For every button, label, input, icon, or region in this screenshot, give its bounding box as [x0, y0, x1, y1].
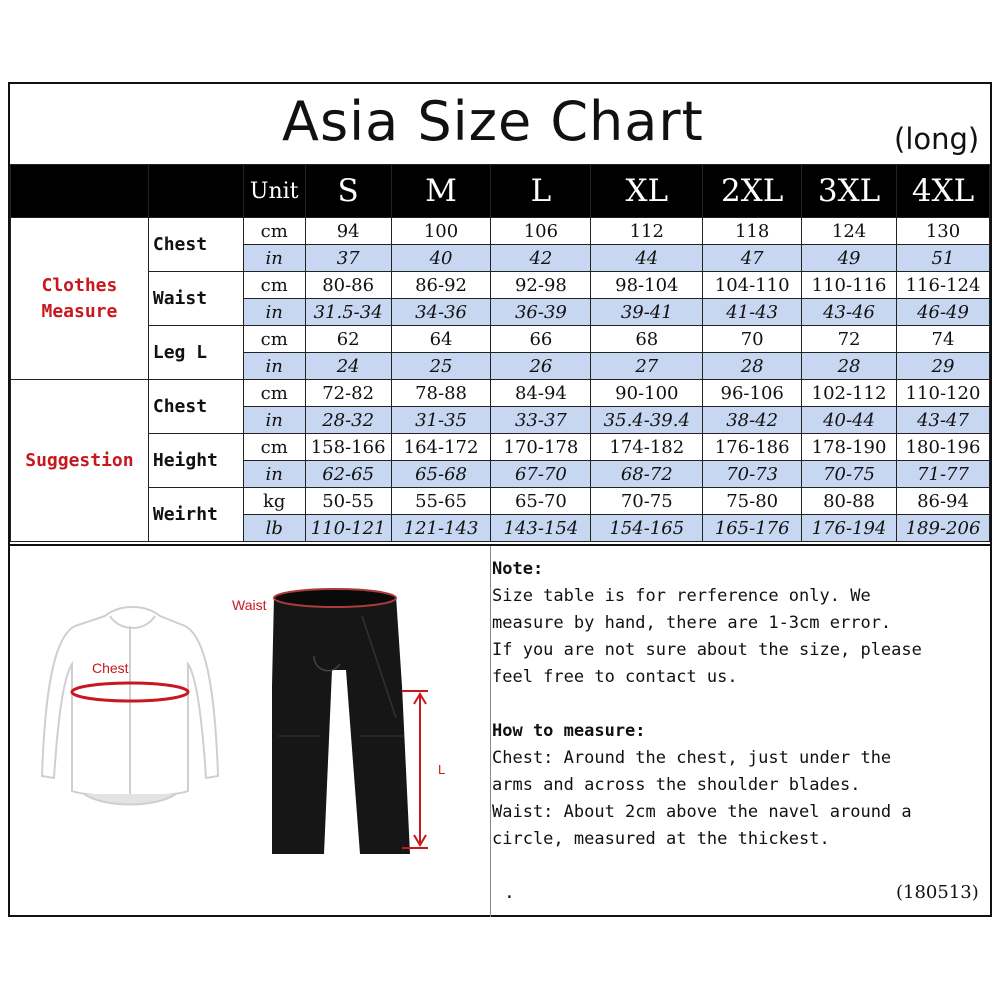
note-line: If you are not sure about the size, please: [492, 640, 922, 660]
table-cell: 68: [591, 326, 703, 353]
size-header: S: [305, 165, 391, 218]
chart-subtitle: (long): [894, 122, 980, 156]
table-cell: 106: [491, 218, 591, 245]
note-line: feel free to contact us.: [492, 667, 738, 687]
table-cell: 180-196: [897, 434, 990, 461]
table-cell: 80-86: [305, 272, 391, 299]
table-cell: 110-120: [897, 380, 990, 407]
table-cell: 28: [703, 353, 802, 380]
measure-label: Waist: [148, 272, 243, 326]
size-header: XL: [591, 165, 703, 218]
how-line: arms and across the shoulder blades.: [492, 775, 861, 795]
unit-cell: cm: [243, 326, 305, 353]
table-cell: 174-182: [591, 434, 703, 461]
unit-header: Unit: [243, 165, 305, 218]
table-cell: 121-143: [391, 515, 491, 542]
table-cell: 71-77: [897, 461, 990, 488]
table-cell: 55-65: [391, 488, 491, 515]
table-cell: 104-110: [703, 272, 802, 299]
table-cell: 41-43: [703, 299, 802, 326]
size-chart-sheet: [8, 82, 992, 917]
jacket-outline: [42, 607, 218, 805]
table-cell: 72: [802, 326, 897, 353]
table-cell: 49: [802, 245, 897, 272]
chart-title: Asia Size Chart: [282, 90, 704, 153]
table-cell: 74: [897, 326, 990, 353]
table-row: [11, 326, 990, 353]
table-cell: 40-44: [802, 407, 897, 434]
table-cell: 110-116: [802, 272, 897, 299]
leg-label: L: [438, 762, 446, 777]
size-header: L: [491, 165, 591, 218]
table-cell: 47: [703, 245, 802, 272]
lower-section: [10, 544, 990, 917]
table-cell: 40: [391, 245, 491, 272]
waist-label: Waist: [232, 597, 267, 613]
chest-label: Chest: [92, 660, 129, 676]
table-cell: 75-80: [703, 488, 802, 515]
unit-cell: cm: [243, 434, 305, 461]
table-cell: 33-37: [491, 407, 591, 434]
table-cell: 70-75: [802, 461, 897, 488]
table-cell: 46-49: [897, 299, 990, 326]
table-row: [11, 488, 990, 515]
header-row: [11, 165, 990, 218]
table-row: [11, 218, 990, 245]
group-label: Clothes Measure: [11, 218, 149, 380]
table-cell: 65-68: [391, 461, 491, 488]
table-cell: 50-55: [305, 488, 391, 515]
table-cell: 44: [591, 245, 703, 272]
table-cell: 118: [703, 218, 802, 245]
table-row: [11, 380, 990, 407]
table-cell: 112: [591, 218, 703, 245]
how-heading: How to measure:: [492, 721, 646, 741]
table-cell: 27: [591, 353, 703, 380]
table-cell: 43-47: [897, 407, 990, 434]
version-code: (180513): [896, 882, 979, 903]
table-cell: 28-32: [305, 407, 391, 434]
size-table: [10, 164, 990, 542]
measure-label: Leg L: [148, 326, 243, 380]
table-cell: 68-72: [591, 461, 703, 488]
table-cell: 189-206: [897, 515, 990, 542]
table-cell: 28: [802, 353, 897, 380]
table-cell: 78-88: [391, 380, 491, 407]
table-cell: 84-94: [491, 380, 591, 407]
table-cell: 176-186: [703, 434, 802, 461]
table-cell: 86-94: [897, 488, 990, 515]
table-cell: 170-178: [491, 434, 591, 461]
table-cell: 70-75: [591, 488, 703, 515]
table-cell: 25: [391, 353, 491, 380]
table-cell: 51: [897, 245, 990, 272]
size-header: 3XL: [802, 165, 897, 218]
table-cell: 92-98: [491, 272, 591, 299]
table-cell: 90-100: [591, 380, 703, 407]
table-cell: 62-65: [305, 461, 391, 488]
table-cell: 37: [305, 245, 391, 272]
table-cell: 165-176: [703, 515, 802, 542]
unit-cell: in: [243, 299, 305, 326]
how-line: circle, measured at the thickest.: [492, 829, 830, 849]
table-cell: 24: [305, 353, 391, 380]
table-row: [11, 434, 990, 461]
note-line: measure by hand, there are 1-3cm error.: [492, 613, 892, 633]
table-cell: 70-73: [703, 461, 802, 488]
table-cell: 26: [491, 353, 591, 380]
table-cell: 98-104: [591, 272, 703, 299]
header-blank: [148, 165, 243, 218]
table-cell: 70: [703, 326, 802, 353]
table-cell: 178-190: [802, 434, 897, 461]
measure-label: Height: [148, 434, 243, 488]
table-cell: 110-121: [305, 515, 391, 542]
size-header: M: [391, 165, 491, 218]
table-cell: 94: [305, 218, 391, 245]
unit-cell: in: [243, 461, 305, 488]
table-cell: 158-166: [305, 434, 391, 461]
table-cell: 43-46: [802, 299, 897, 326]
table-cell: 31.5-34: [305, 299, 391, 326]
size-header: 2XL: [703, 165, 802, 218]
unit-cell: kg: [243, 488, 305, 515]
table-cell: 65-70: [491, 488, 591, 515]
size-header: 4XL: [897, 165, 990, 218]
how-line: Chest: Around the chest, just under the: [492, 748, 892, 768]
table-cell: 67-70: [491, 461, 591, 488]
table-cell: 64: [391, 326, 491, 353]
unit-cell: in: [243, 245, 305, 272]
table-cell: 96-106: [703, 380, 802, 407]
table-cell: 154-165: [591, 515, 703, 542]
table-cell: 39-41: [591, 299, 703, 326]
table-cell: 130: [897, 218, 990, 245]
table-cell: 38-42: [703, 407, 802, 434]
table-cell: 42: [491, 245, 591, 272]
table-cell: 80-88: [802, 488, 897, 515]
table-cell: 31-35: [391, 407, 491, 434]
note-line: Size table is for rerference only. We: [492, 586, 871, 606]
table-cell: 176-194: [802, 515, 897, 542]
unit-cell: in: [243, 407, 305, 434]
stray-dot: .: [504, 882, 515, 903]
table-cell: 116-124: [897, 272, 990, 299]
measurement-illustration: [10, 546, 491, 917]
table-cell: 102-112: [802, 380, 897, 407]
table-cell: 86-92: [391, 272, 491, 299]
pants-drawing: [272, 589, 410, 854]
table-row: [11, 272, 990, 299]
table-cell: 143-154: [491, 515, 591, 542]
table-cell: 66: [491, 326, 591, 353]
unit-cell: lb: [243, 515, 305, 542]
title-row: [10, 84, 990, 164]
unit-cell: cm: [243, 218, 305, 245]
unit-cell: cm: [243, 272, 305, 299]
how-line: Waist: About 2cm above the navel around a: [492, 802, 912, 822]
group-label: Suggestion: [11, 380, 149, 542]
table-cell: 35.4-39.4: [591, 407, 703, 434]
measure-label: Chest: [148, 380, 243, 434]
table-cell: 124: [802, 218, 897, 245]
table-cell: 62: [305, 326, 391, 353]
table-cell: 164-172: [391, 434, 491, 461]
unit-cell: in: [243, 353, 305, 380]
garment-drawing: [10, 546, 490, 917]
table-cell: 36-39: [491, 299, 591, 326]
table-cell: 72-82: [305, 380, 391, 407]
table-cell: 34-36: [391, 299, 491, 326]
measure-label: Chest: [148, 218, 243, 272]
table-cell: 100: [391, 218, 491, 245]
notes-panel: [492, 556, 986, 853]
unit-cell: cm: [243, 380, 305, 407]
measure-label: Weirht: [148, 488, 243, 542]
header-blank: [11, 165, 149, 218]
note-heading: Note:: [492, 559, 544, 579]
table-cell: 29: [897, 353, 990, 380]
